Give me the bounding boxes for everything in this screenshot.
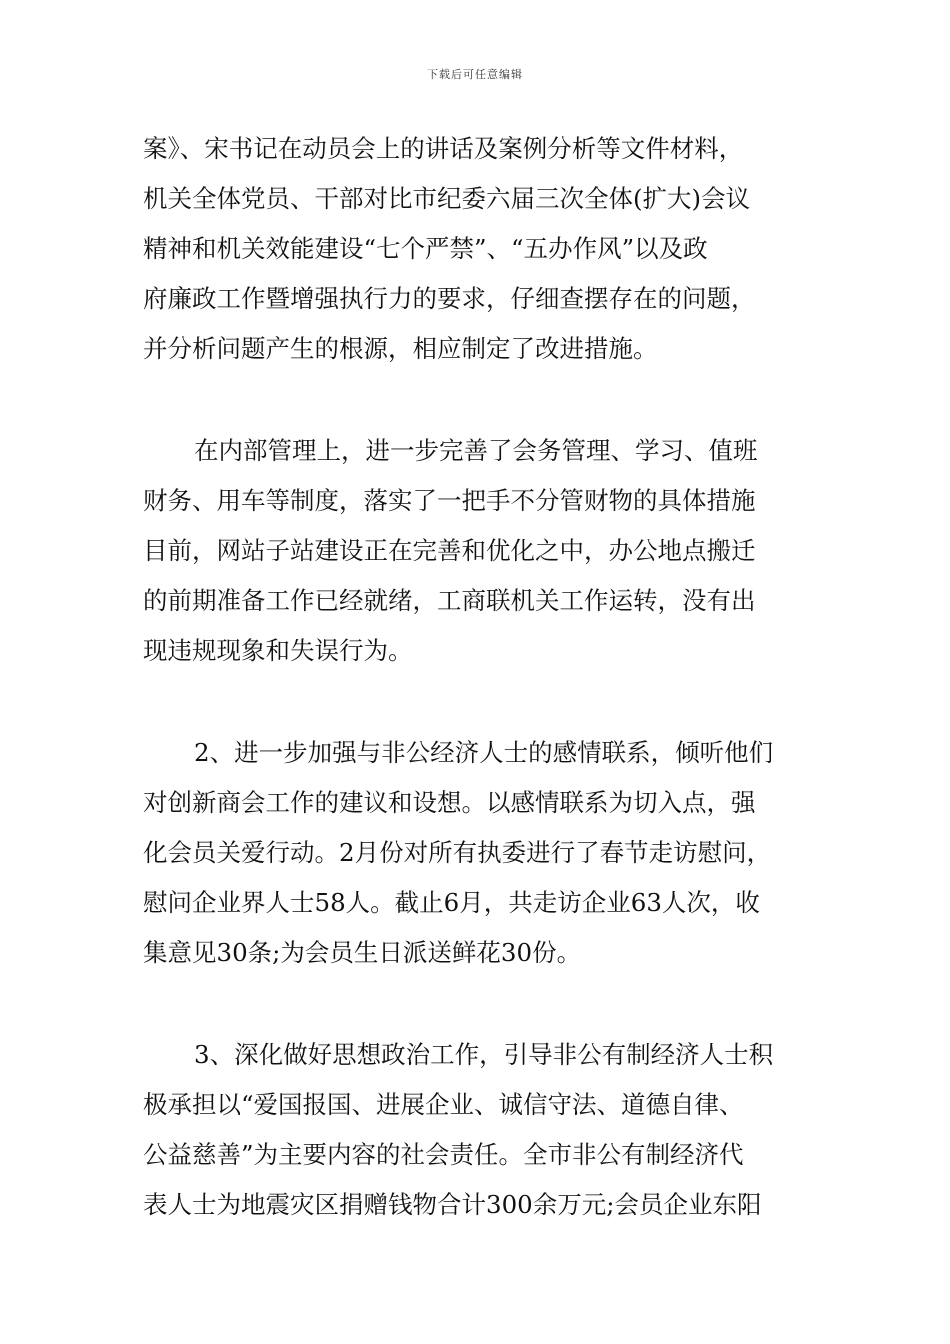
text-line: 精神和机关效能建设“七个严禁”、“五办作风”以及政 [143, 234, 708, 263]
text-line: 集意见30条;为会员生日派送鲜花30份。 [143, 938, 582, 967]
paragraph-3 [143, 728, 807, 978]
text-line: 3、深化做好思想政治工作，引导非公有制经济人士积 [194, 1040, 774, 1069]
text-line: 极承担以“爱国报国、进展企业、诚信守法、道德自律、 [143, 1090, 744, 1119]
text-line: 2、进一步加强与非公经济人士的感情联系，倾听他们 [194, 738, 774, 767]
text-line: 并分析问题产生的根源，相应制定了改进措施。 [143, 334, 658, 363]
paragraph-4 [143, 1030, 807, 1230]
document-body [143, 124, 807, 1230]
text-line: 府廉政工作暨增强执行力的要求，仔细查摆存在的问题， [143, 284, 756, 313]
text-line: 化会员关爱行动。2月份对所有执委进行了春节走访慰问， [143, 838, 772, 867]
paragraph-2 [143, 426, 807, 676]
text-line: 慰问企业界人士58人。截止6月，共走访企业63人次，收 [143, 888, 760, 917]
text-line: 财务、用车等制度，落实了一把手不分管财物的具体措施 [143, 486, 756, 515]
text-line: 现违规现象和失误行为。 [143, 636, 413, 665]
text-line: 在内部管理上，进一步完善了会务管理、学习、值班 [194, 436, 758, 465]
paragraph-gap [143, 374, 807, 426]
text-line: 的前期准备工作已经就绪，工商联机关工作运转，没有出 [143, 586, 756, 615]
paragraph-1 [143, 124, 807, 374]
text-line: 案》、宋书记在动员会上的讲话及案例分析等文件材料， [143, 134, 744, 163]
text-line: 目前，网站子站建设正在完善和优化之中，办公地点搬迁 [143, 536, 756, 565]
text-line: 对创新商会工作的建议和设想。以感情联系为切入点，强 [143, 788, 756, 817]
paragraph-gap [143, 676, 807, 728]
paragraph-gap [143, 978, 807, 1030]
page-header: 下载后可任意编辑 [427, 68, 523, 81]
text-line: 表人士为地震灾区捐赠钱物合计300余万元;会员企业东阳 [143, 1190, 762, 1219]
text-line: 机关全体党员、干部对比市纪委六届三次全体(扩大)会议 [143, 184, 751, 213]
text-line: 公益慈善”为主要内容的社会责任。全市非公有制经济代 [143, 1140, 744, 1169]
